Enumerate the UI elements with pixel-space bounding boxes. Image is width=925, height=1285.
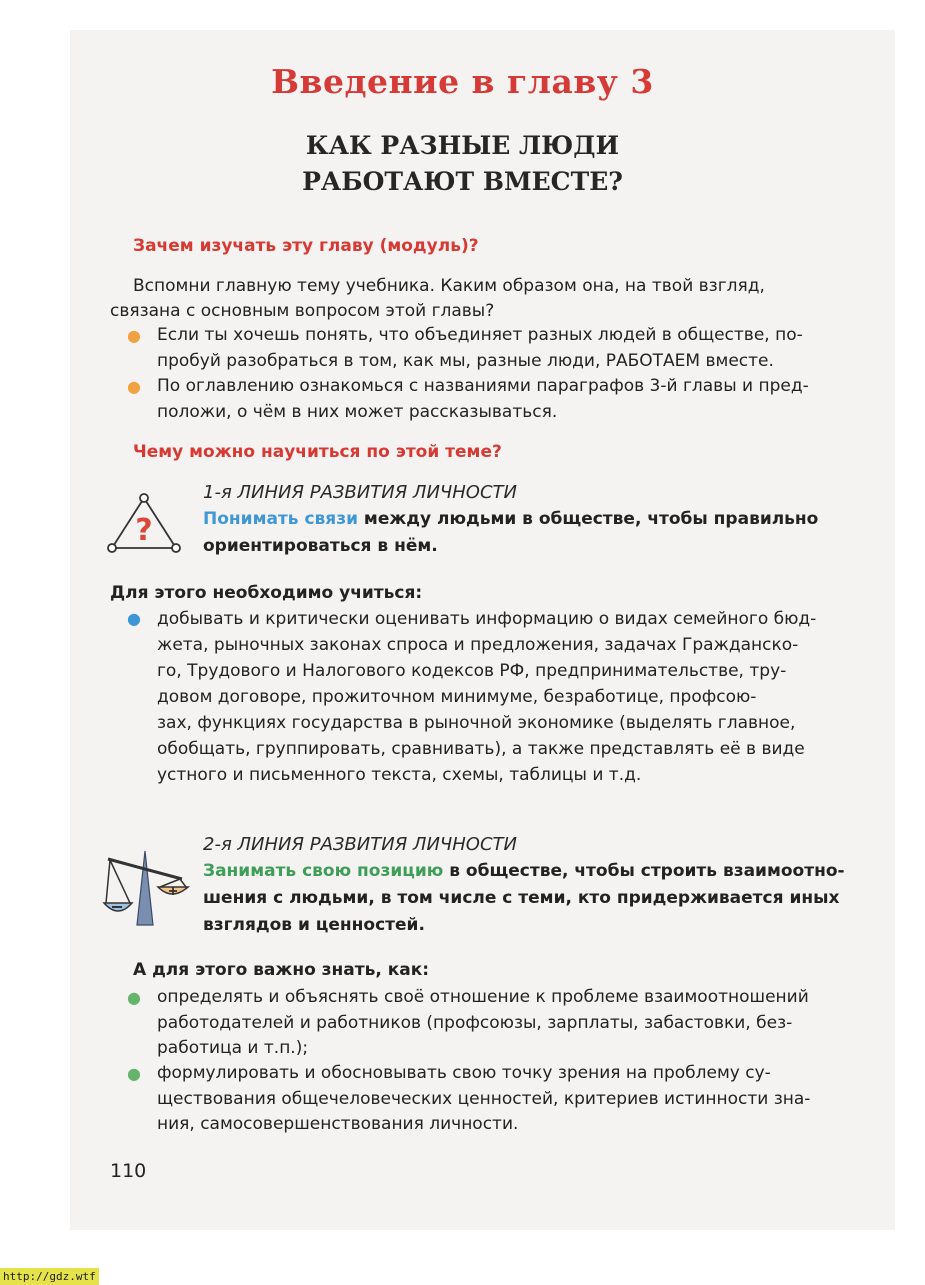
line1-rest-2: ориентироваться в нём. (203, 536, 438, 556)
svg-text:?: ? (135, 513, 153, 548)
line2-title: 2-я ЛИНИЯ РАЗВИТИЯ ЛИЧНОСТИ (203, 834, 518, 855)
bullet-dot-icon: ● (127, 609, 141, 628)
chapter-title: Введение в главу 3 (271, 62, 654, 101)
subtitle-line-2: РАБОТАЮТ ВМЕСТЕ? (302, 167, 623, 196)
bullet-dot-icon: ● (127, 326, 141, 345)
bullet-line: устного и письменного текста, схемы, таблицы и т.д. (157, 765, 642, 785)
why-heading: Зачем изучать эту главу (модуль)? (133, 236, 479, 256)
bullet-line: жета, рыночных законах спроса и предложения, задачах Гражданско- (157, 635, 799, 655)
bullet-line: ществования общечеловеческих ценностей, критериев истинности зна- (157, 1088, 811, 1109)
bullet-line: го, Трудового и Налогового кодексов РФ, предпринимательстве, тру- (157, 661, 787, 681)
bullet-line: довом договоре, прожиточном минимуме, безработице, профсою- (157, 687, 757, 707)
line1-highlight: Понимать связи (203, 509, 358, 529)
bullet-line: пробуй разобраться в том, как мы, разные люди, РАБОТАЕМ вместе. (157, 350, 774, 371)
line2-rest-2: шения с людьми, в том числе с теми, кто придерживается иных (203, 888, 840, 908)
bullet-line: формулировать и обосновывать свою точку зрения на проблему су- (157, 1063, 771, 1083)
intro-line-2: связана с основным вопросом этой главы? (110, 301, 495, 321)
why-bullet (127, 374, 893, 425)
page-number: 110 (110, 1160, 147, 1182)
scales-icon (100, 845, 190, 930)
bullet-line: зах, функциях государства в рыночной экономике (выделять главное, (157, 713, 796, 733)
bullet-dot-icon: ● (127, 988, 141, 1007)
line1-title: 1-я ЛИНИЯ РАЗВИТИЯ ЛИЧНОСТИ (203, 482, 518, 503)
bullet-dot-icon: ● (127, 1064, 141, 1083)
bullet-line: ния, самосовершенствования личности. (157, 1114, 519, 1134)
triangle-question-icon (104, 490, 184, 558)
line2-highlight: Занимать свою позицию (203, 861, 444, 881)
line1-description (203, 506, 893, 560)
bullet-line: добывать и критически оценивать информацию о видах семейного бюд- (157, 609, 817, 629)
chapter-subtitle (0, 128, 925, 200)
line2-rest-3: взглядов и ценностей. (203, 915, 425, 935)
bullet-line: обобщать, группировать, сравнивать), а также представлять её в виде (157, 739, 805, 759)
know-bullet (127, 1061, 893, 1138)
line2-description (203, 858, 893, 939)
bullet-line: По оглавлению ознакомься с названиями параграфов 3-й главы и пред- (157, 376, 809, 396)
need-heading: Для этого необходимо учиться: (110, 583, 423, 603)
why-bullet (127, 323, 893, 374)
line2-rest-1: в обществе, чтобы строить взаимоотно- (443, 861, 845, 881)
bullet-line: положи, о чём в них может рассказываться. (157, 401, 558, 422)
learn-heading: Чему можно научиться по этой теме? (133, 442, 502, 462)
subtitle-line-1: КАК РАЗНЫЕ ЛЮДИ (305, 131, 620, 160)
know-bullet (127, 985, 893, 1062)
intro-line-1: Вспомни главную тему учебника. Каким образом она, на твой взгляд, (133, 276, 765, 296)
bullet-line: работица и т.п.); (157, 1038, 309, 1058)
bullet-line: работодателей и работников (профсоюзы, зарплаты, забастовки, без- (157, 1012, 793, 1033)
watermark-link[interactable]: http://gdz.wtf (0, 1268, 99, 1285)
bullet-line: Если ты хочешь понять, что объединяет разных людей в обществе, по- (157, 325, 803, 345)
know-heading: А для этого важно знать, как: (133, 960, 430, 980)
bullet-dot-icon: ● (127, 377, 141, 396)
bullet-line: определять и объяснять своё отношение к проблеме взаимоотношений (157, 987, 809, 1007)
need-bullet (127, 606, 893, 788)
line1-rest-1: между людьми в обществе, чтобы правильно (358, 509, 819, 529)
